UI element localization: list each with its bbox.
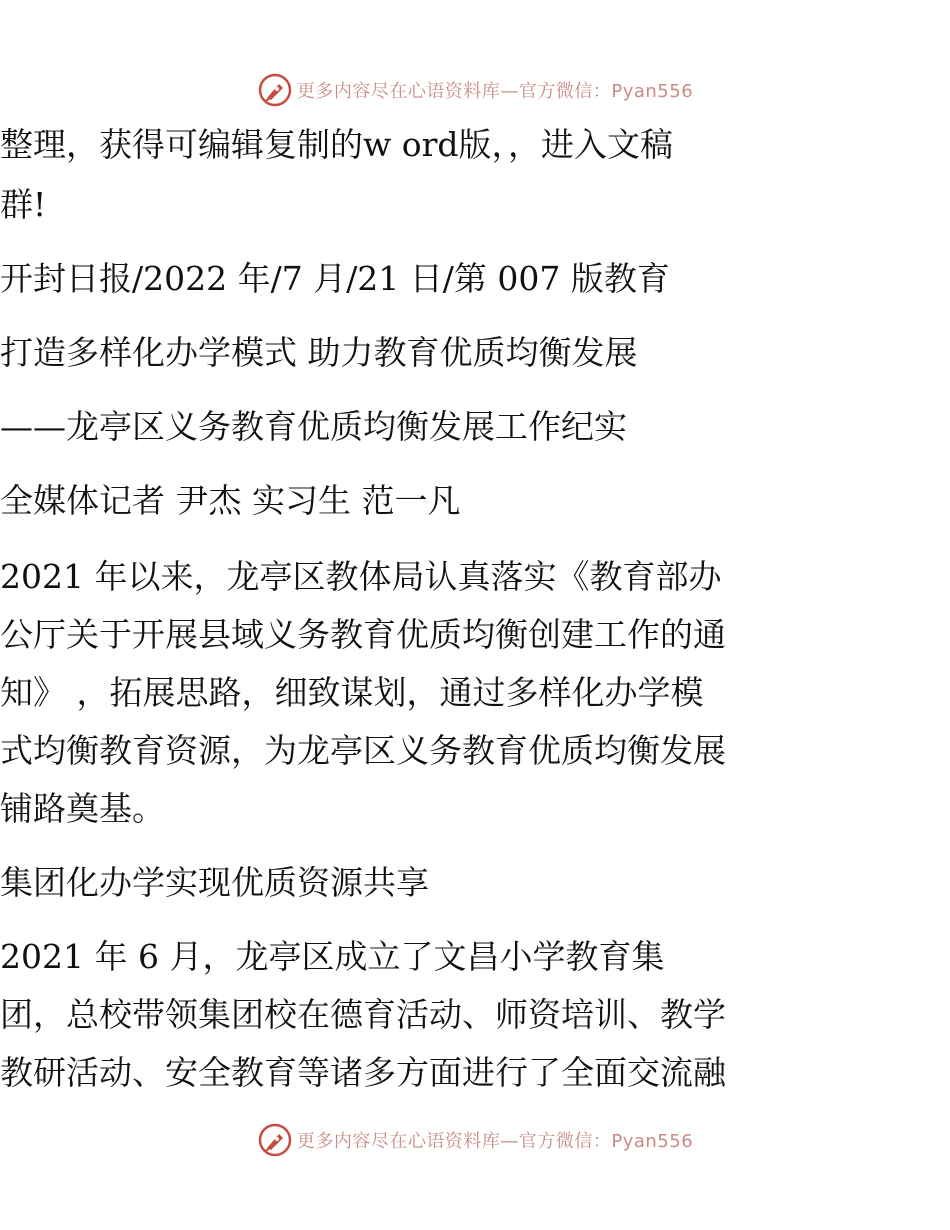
text-line: 整理，获得可编辑复制的w ord版，，进入文稿	[0, 125, 674, 164]
pen-nib-logo-icon	[257, 1122, 293, 1158]
text-line: 群!	[0, 185, 47, 224]
paragraph-line: 2021 年 6 月，龙亭区成立了文昌小学教育集	[0, 937, 665, 976]
footer-watermark-banner	[0, 1120, 950, 1160]
section-heading: 集团化办学实现优质资源共享	[0, 863, 429, 902]
paragraph-line: 知》 ，拓展思路，细致谋划，通过多样化办学模	[0, 673, 704, 712]
paragraph-line: 铺路奠基。	[0, 789, 165, 828]
byline: 全媒体记者 尹杰 实习生 范一凡	[0, 481, 461, 520]
paragraph-line: 公厅关于开展县域义务教育优质均衡创建工作的通	[0, 615, 726, 654]
paragraph-line: 教研活动、安全教育等诸多方面进行了全面交流融	[0, 1053, 726, 1092]
paragraph-line: 式均衡教育资源，为龙亭区义务教育优质均衡发展	[0, 731, 726, 770]
dateline: 开封日报/2022 年/7 月/21 日/第 007 版教育	[0, 259, 670, 298]
paragraph-line: 2021 年以来，龙亭区教体局认真落实《教育部办	[0, 557, 722, 596]
paragraph-line: 团，总校带领集团校在德育活动、师资培训、教学	[0, 995, 726, 1034]
article-title: 打造多样化办学模式 助力教育优质均衡发展	[0, 333, 638, 372]
header-watermark-banner	[0, 70, 950, 110]
watermark-text: 更多内容尽在心语资料库—官方微信：Pyan556	[296, 1131, 694, 1152]
watermark-text: 更多内容尽在心语资料库—官方微信：Pyan556	[296, 81, 694, 102]
pen-nib-logo-icon	[257, 72, 293, 108]
article-subtitle: ——龙亭区义务教育优质均衡发展工作纪实	[0, 407, 627, 446]
